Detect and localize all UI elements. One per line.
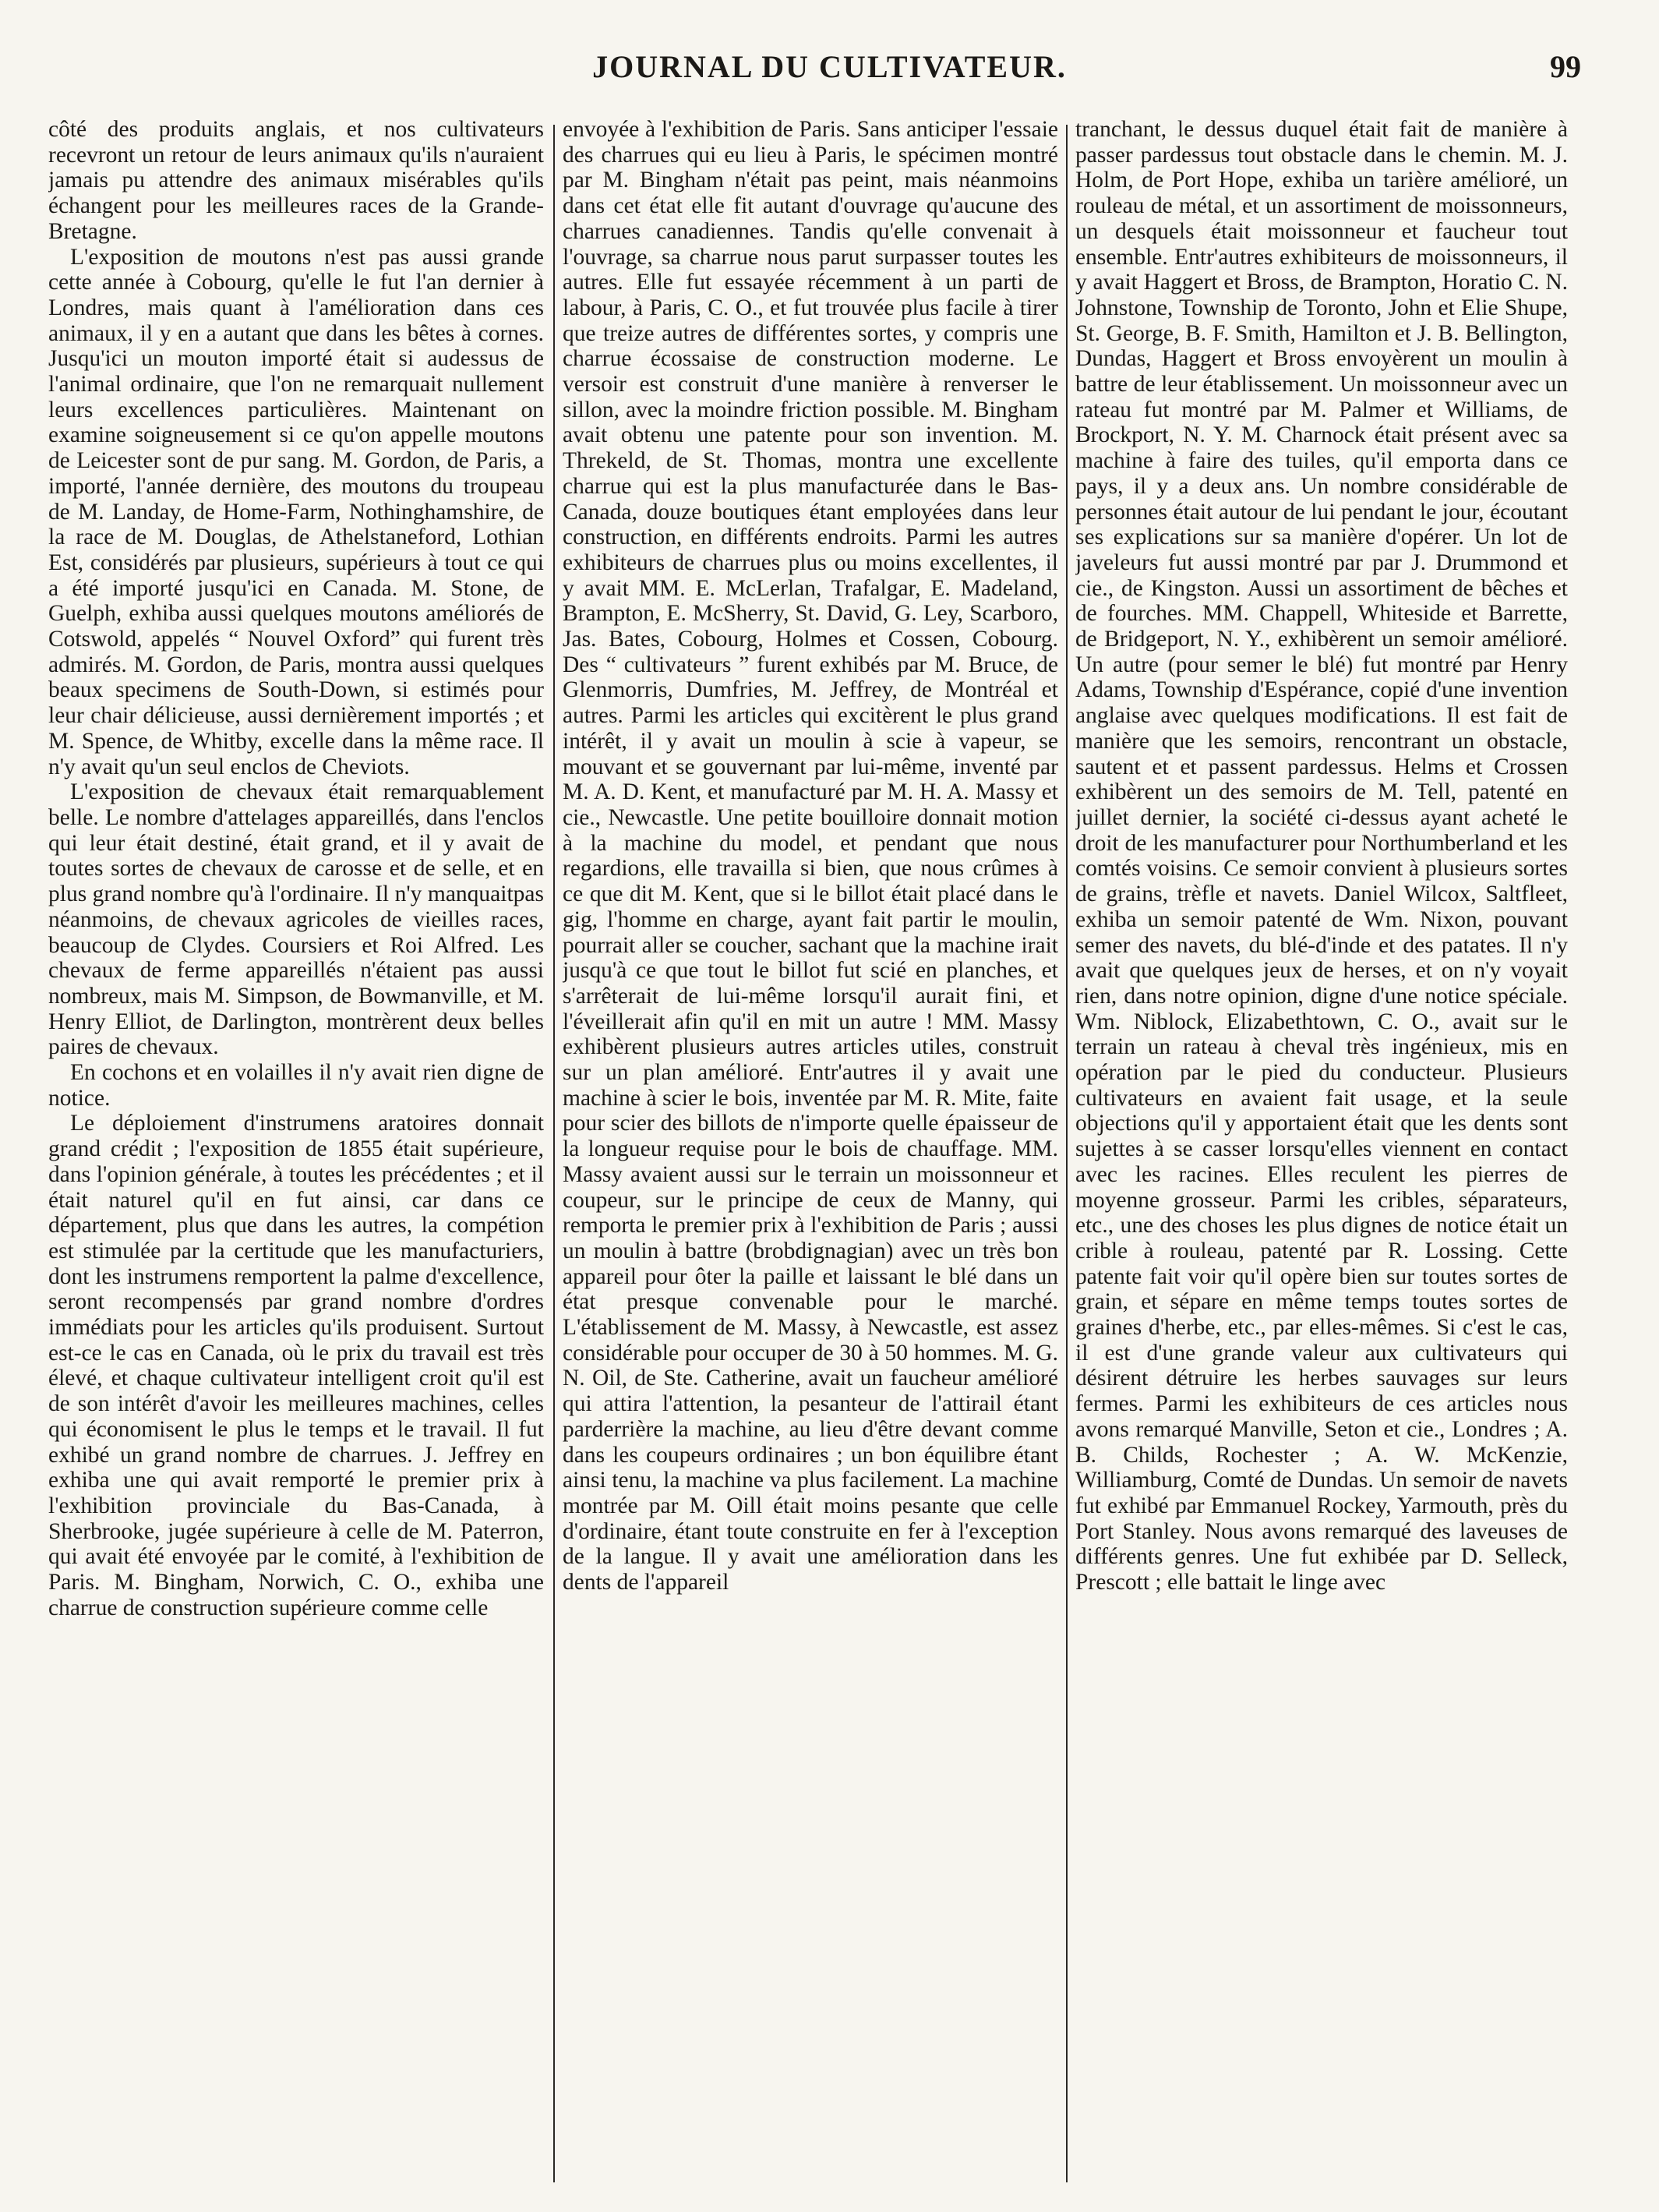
- paragraph: tranchant, le dessus duquel était fait de manière à passer pardessus tout obstacle dans le chemin. M. J. Holm, de Port Hope, exhiba un tarière amélioré, un rouleau de métal, et un assortiment de moissonneurs, un desquels était moissonneur et faucheur tout ensemble. Entr'autres exhibiteurs de moissonneurs, il y avait Haggert et Bross, de Brampton, Horatio C. N. Johnstone, Township de Toronto, John et Elie Shupe, St. George, B. F. Smith, Hamilton et J. B. Bellington, Dundas, Haggert et Bross envoyèrent un moulin à battre de leur établissement. Un moissonneur avec un rateau fut montré par M. Palmer et Williams, de Brockport, N. Y. M. Charnock était présent avec sa machine à faire des tuiles, qu'il emporta dans ce pays, il y a deux ans. Un nombre considérable de personnes était autour de lui pendant le jour, écoutant ses explications sur sa manière d'opérer. Un lot de javeleurs fut aussi montré par par J. Drummond et cie., de Kingston. Aussi un assortiment de bêches et de fourches. MM. Chappell, Whiteside et Barrette, de Bridgeport, N. Y., exhibèrent un semoir amélioré. Un autre (pour semer le blé) fut montré par Henry Adams, Township d'Espérance, copié d'une invention anglaise avec quelques modifications. Il est fait de manière que les semoirs, rencontrant un obstacle, sautent et et passent pardessus. Helms et Crossen exhibèrent un des semoirs de M. Tell, patenté en juillet dernier, la société ci-dessus ayant acheté le droit de les manufacturer pour Northumberland et les comtés voisins. Ce semoir convient à plusieurs sortes de grains, trèfle et navets. Daniel Wilcox, Saltfleet, exhiba un semoir patenté de Wm. Nixon, pouvant semer des navets, du blé-d'inde et des patates. Il n'y avait que quelques jeux de herses, et on n'y voyait rien, dans notre opinion, digne d'une notice spéciale. Wm. Niblock, Elizabethtown, C. O., avait sur le terrain un rateau à cheval très ingénieux, mis en opération par le pied du conducteur. Plusieurs cultivateurs en avaient fait usage, et la seule objections qu'il y apportaient était que les dents sont sujettes à se casser lorsqu'elles viennent en contact avec les racines. Elles reculent les pierres de moyenne grosseur. Parmi les cribles, séparateurs, etc., une des choses les plus dignes de notice était un crible à rouleau, patenté par R. Lossing. Cette patente fait voir qu'il opère bien sur toutes sortes de grain, et sépare en même temps toutes sortes de graines d'herbe, etc., par elles-mêmes. Si c'est le cas, il est d'une grande valeur aux cultivateurs qui désirent détruire les herbes sauvages sur leurs fermes. Parmi les exhibiteurs de ces articles nous avons remarqué Manville, Seton et cie., Londres ; A. B. Childs, Rochester ; A. W. McKenzie, Williamburg, Comté de Dundas. Un semoir de navets fut exhibé par Emmanuel Rockey, Yarmouth, près du Port Stanley. Nous avons remarqué des laveuses de différents genres. Une fut exhibée par D. Selleck, Prescott ; elle battait le linge avec: [1075, 117, 1568, 1595]
- running-head: [47, 48, 1612, 95]
- paragraph: côté des produits anglais, et nos cultivateurs recevront un retour de leurs animaux qu'ils n'auraient jamais pu attendre des animaux misérables qu'ils échangent pour les meilleures races de la Grande-Bretagne.: [48, 117, 544, 244]
- paragraph: Le déploiement d'instrumens aratoires donnait grand crédit ; l'exposition de 1855 était supérieure, dans l'opinion générale, à toutes les précédentes ; et il était naturel qu'il en fut ainsi, car dans ce département, plus que dans les autres, la compétion est stimulée par la certitude que les manufacturiers, dont les instrumens remportent la palme d'excellence, seront recompensés par grand nombre d'ordres immédiats pour les articles qu'ils produisent. Surtout est-ce le cas en Canada, où le prix du travail est très élevé, et chaque cultivateur intelligent croit qu'il est de son intérêt d'avoir les meilleures machines, celles qui économisent le plus le temps et le travail. Il fut exhibé un grand nombre de charrues. J. Jeffrey en exhiba une qui avait remporté le premier prix à l'exhibition provinciale du Bas-Canada, à Sherbrooke, jugée supérieure à celle de M. Paterron, qui avait été envoyée par le comité, à l'exhibition de Paris. M. Bingham, Norwich, C. O., exhiba une charrue de construction supérieure comme celle: [48, 1111, 544, 1620]
- text-column-2: [563, 117, 1058, 2190]
- journal-title: JOURNAL DU CULTIVATEUR.: [592, 49, 1067, 84]
- paragraph: L'exposition de moutons n'est pas aussi grande cette année à Cobourg, qu'elle le fut l'an dernier à Londres, mais quant à l'amélioration dans ces animaux, il y en a autant que dans les bêtes à cornes. Jusqu'ici un mouton importé était si audessus de l'animal ordinaire, que l'on ne remarquait nullement leurs excellences particulières. Maintenant on examine soigneusement si ce qu'on appelle moutons de Leicester sont de pur sang. M. Gordon, de Paris, a importé, l'année dernière, des moutons du troupeau de M. Landay, de Home-Farm, Nothinghamshire, de la race de M. Douglas, de Athelstaneford, Lothian Est, considérés par plusieurs, supérieurs à tout ce qui a été importé jusqu'ici en Canada. M. Stone, de Guelph, exhiba aussi quelques moutons améliorés de Cotswold, appelés “ Nouvel Oxford” qui furent très admirés. M. Gordon, de Paris, montra aussi quelques beaux specimens de South-Down, si estimés pour leur chair délicieuse, aussi dernièrement importés ; et M. Spence, de Whitby, excelle dans la même race. Il n'y avait qu'un seul enclos de Cheviots.: [48, 244, 544, 779]
- paragraph: L'exposition de chevaux était remarquablement belle. Le nombre d'attelages appareillés, dans l'enclos qui leur était destiné, était grand, et il y avait de toutes sortes de chevaux de carosse et de selle, et en plus grand nombre qu'à l'ordinaire. Il n'y manquaitpas néanmoins, de chevaux agricoles de vieilles races, beaucoup de Clydes. Coursiers et Roi Alfred. Les chevaux de ferme appareillés n'étaient pas aussi nombreux, mais M. Simpson, de Bowmanville, et M. Henry Elliot, de Darlington, montrèrent deux belles paires de chevaux.: [48, 779, 544, 1060]
- text-column-3: [1075, 117, 1568, 2190]
- column-divider: [553, 125, 555, 2182]
- paragraph: En cochons et en volailles il n'y avait rien digne de notice.: [48, 1060, 544, 1111]
- column-divider: [1066, 125, 1068, 2182]
- paragraph: envoyée à l'exhibition de Paris. Sans anticiper l'essaie des charrues qui eu lieu à Paris, le spécimen montré par M. Bingham n'était pas peint, mais néanmoins dans cet état elle fit autant d'ouvrage qu'aucune des charrues canadiennes. Tandis qu'elle convenait à l'ouvrage, sa charrue nous parut surpasser toutes les autres. Elle fut essayée récemment à un parti de labour, à Paris, C. O., et fut trouvée plus facile à tirer que treize autres de différentes sortes, y compris une charrue écossaise de construction moderne. Le versoir est construit d'une manière à renverser le sillon, avec la moindre friction possible. M. Bingham avait obtenu une patente pour son invention. M. Threkeld, de St. Thomas, montra une excellente charrue qui est la plus manufacturée dans le Bas-Canada, douze boutiques étant employées dans leur construction, en différents endroits. Parmi les autres exhibiteurs de charrues plus ou moins excellentes, il y avait MM. E. McLerlan, Trafalgar, E. Madeland, Brampton, E. McSherry, St. David, G. Ley, Scarboro, Jas. Bates, Cobourg, Holmes et Cossen, Cobourg. Des “ cultivateurs ” furent exhibés par M. Bruce, de Glenmorris, Dumfries, M. Jeffrey, de Montréal et autres. Parmi les articles qui excitèrent le plus grand intérêt, il y avait un moulin à scie à vapeur, se mouvant et se gouvernant par lui-même, inventé par M. A. D. Kent, et manufacturé par M. H. A. Massy et cie., Newcastle. Une petite bouilloire donnait motion à la machine du model, et pendant que nous regardions, elle travailla si bien, que nous crûmes à ce que dit M. Kent, que si le billot était placé dans le gig, l'homme en charge, ayant fait partir le moulin, pourrait aller se coucher, sachant que la machine irait jusqu'à ce que tout le billot fut scié en planches, et s'arrêterait de lui-même lorsqu'il aurait fini, et l'éveillerait afin qu'il en mit un autre ! MM. Massy exhibèrent plusieurs autres articles utiles, construit sur un plan amélioré. Entr'autres il y avait une machine à scier le bois, inventée par M. R. Mite, faite pour scier des billots de n'importe quelle épaisseur de la longueur requise pour le bois de chauffage. MM. Massy avaient aussi sur le terrain un moissonneur et coupeur, sur le principe de ceux de Manny, qui remporta le premier prix à l'exhibition de Paris ; aussi un moulin à battre (brobdignagian) avec un très bon appareil pour ôter la paille et laissant le blé dans un état presque convenable pour le marché. L'établissement de M. Massy, à Newcastle, est assez considérable pour occuper de 30 à 50 hommes. M. G. N. Oil, de Ste. Catherine, avait un faucheur amélioré qui attira l'attention, la pesanteur de l'attirail étant parderrière la machine, au lieu d'être devant comme dans les coupeurs ordinaires ; un bon équilibre étant ainsi tenu, la machine va plus facilement. La machine montrée par M. Oill était moins pesante que celle d'ordinaire, étant toute construite en fer à l'exception de la langue. Il y avait une amélioration dans les dents de l'appareil: [563, 117, 1058, 1595]
- page-number: 99: [1550, 49, 1581, 84]
- text-column-1: [48, 117, 544, 2190]
